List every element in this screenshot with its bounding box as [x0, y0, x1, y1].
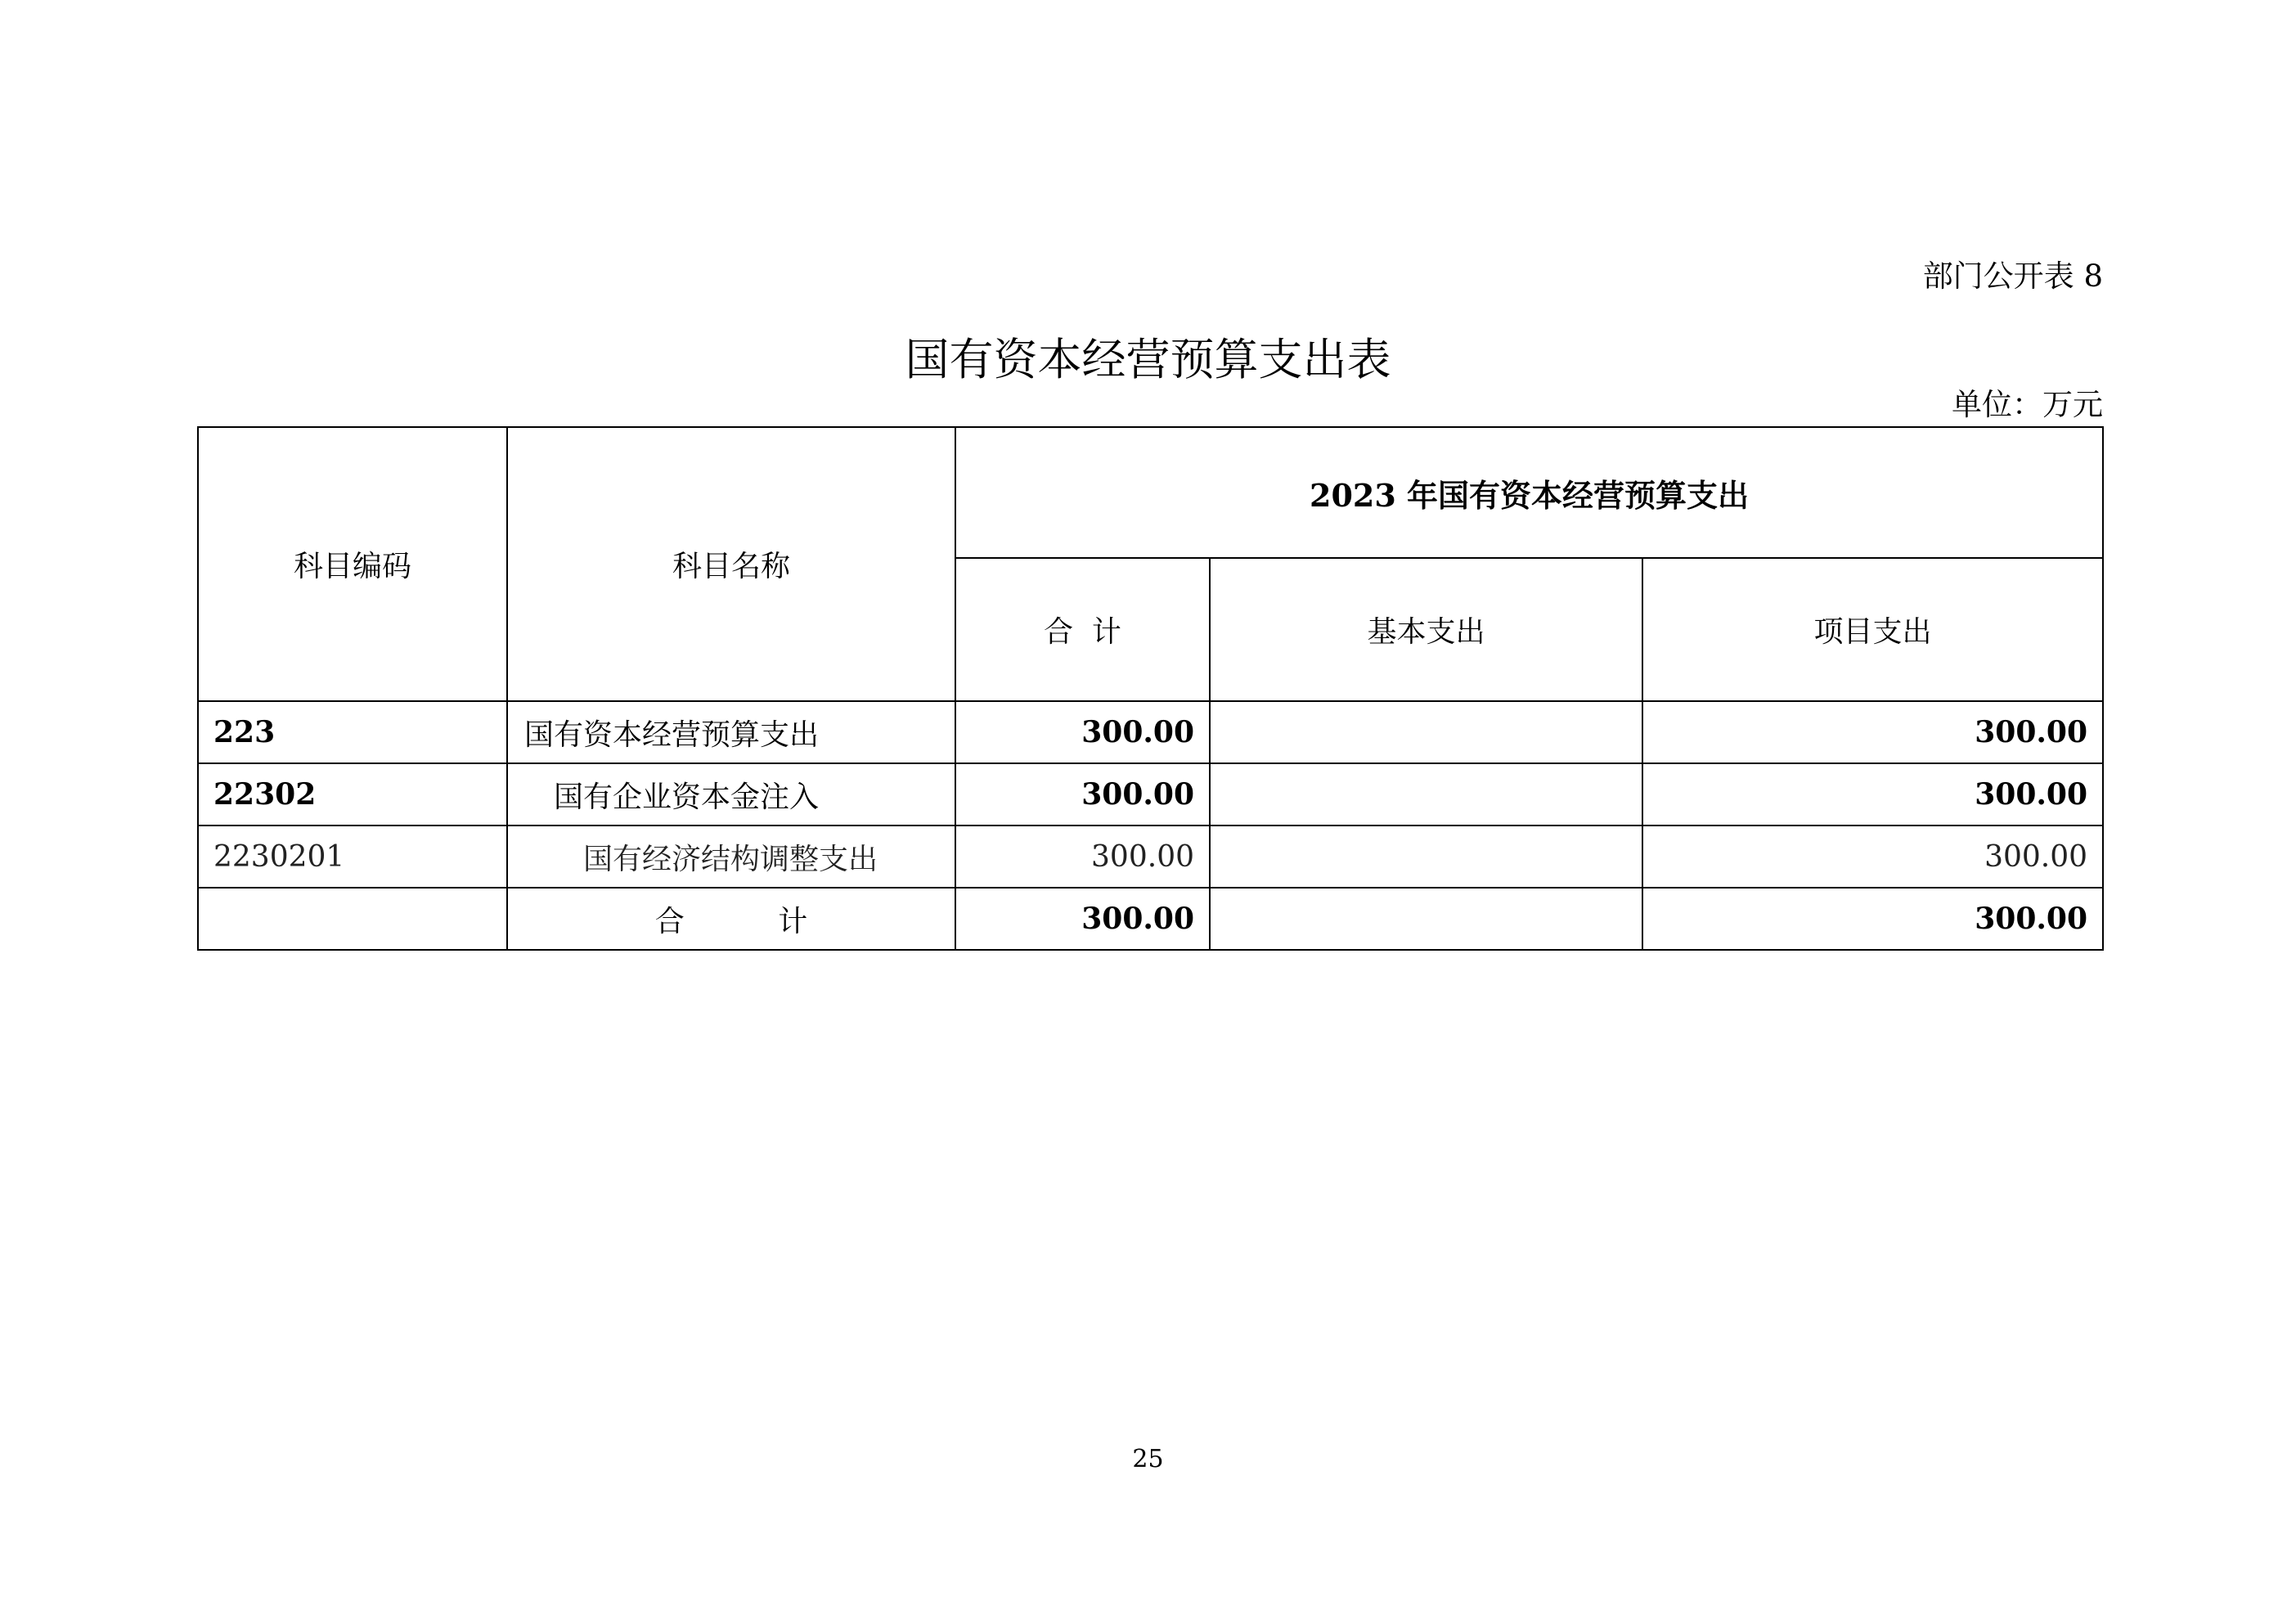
row-basic [1210, 763, 1642, 825]
row-name: 国有企业资本金注入 [507, 763, 955, 825]
budget-table [197, 426, 2104, 951]
header-project: 项目支出 [1642, 558, 2103, 701]
row-project: 300.00 [1642, 825, 2103, 888]
header-group: 2023 年国有资本经营预算支出 [955, 427, 2103, 558]
header-total: 合 计 [955, 558, 1210, 701]
header-basic: 基本支出 [1210, 558, 1642, 701]
table-sum-row [198, 888, 2103, 950]
row-code: 22302 [198, 763, 507, 825]
sum-project: 300.00 [1642, 888, 2103, 950]
unit-label: 单位：万元 [1952, 387, 2103, 422]
row-total: 300.00 [955, 763, 1210, 825]
page-title: 国有资本经营预算支出表 [905, 334, 1391, 385]
header-code: 科目编码 [198, 427, 507, 701]
row-code: 223 [198, 701, 507, 763]
sum-code [198, 888, 507, 950]
table-header-row [198, 427, 2103, 558]
row-basic [1210, 825, 1642, 888]
row-project: 300.00 [1642, 763, 2103, 825]
table-row [198, 763, 2103, 825]
sum-label: 合 计 [507, 888, 955, 950]
sum-total: 300.00 [955, 888, 1210, 950]
row-total: 300.00 [955, 825, 1210, 888]
row-project: 300.00 [1642, 701, 2103, 763]
row-name: 国有经济结构调整支出 [507, 825, 955, 888]
row-name: 国有资本经营预算支出 [507, 701, 955, 763]
table-row [198, 701, 2103, 763]
table-row [198, 825, 2103, 888]
row-code: 2230201 [198, 825, 507, 888]
form-code: 部门公开表 8 [1922, 259, 2103, 294]
sum-basic [1210, 888, 1642, 950]
header-name: 科目名称 [507, 427, 955, 701]
row-basic [1210, 701, 1642, 763]
row-total: 300.00 [955, 701, 1210, 763]
page-number: 25 [1132, 1445, 1164, 1473]
